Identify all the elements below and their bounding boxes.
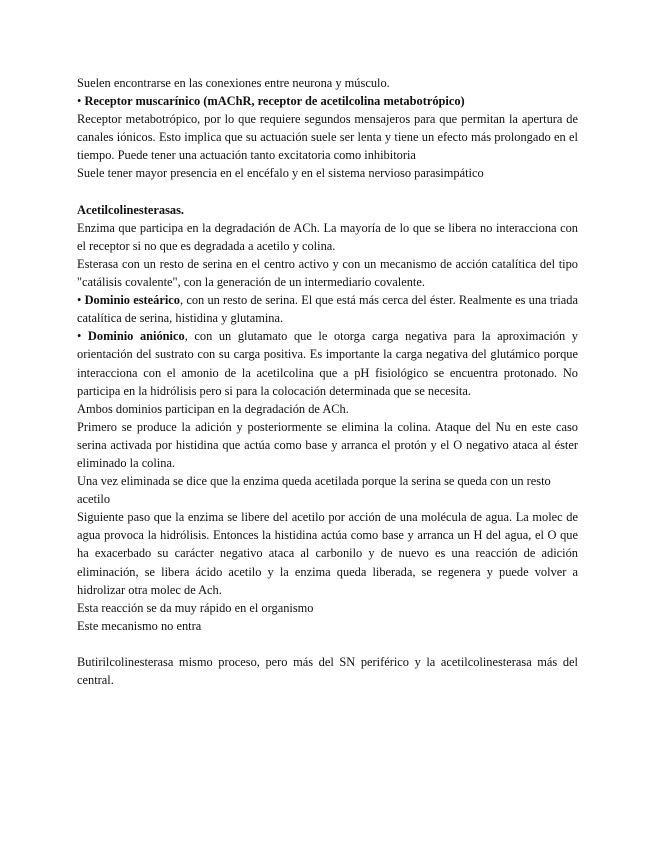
paragraph-hidrolisis-agua: Siguiente paso que la enzima se libere del acetilo por acción de una molécula de agua. La molec de agua provoca la hidrólisis. Entonces la histidina actúa como base y arranca un H del agua, el O que ha exacerbado su carácter negativo ataca al carbonilo y de nuevo es una reacción de adición eliminación, se libera ácido acetilo y la enzima queda liberada, se regenera y puede volver a hidrolizar otra molec de Ach. [77,510,578,597]
paragraph-enzima-acetilada: Una vez eliminada se dice que la enzima queda acetilada porque la serina se queda con un resto acetilo [77,474,551,507]
paragraph-neurona-musculo: Suelen encontrarse en las conexiones entre neurona y músculo. [77,76,390,90]
bullet-receptor-muscarinico-title: Receptor muscarínico (mAChR, receptor de acetilcolina metabotrópico) [84,94,465,109]
bullet-dominio-estearico-text: , con un resto de serina. El que está más cerca del éster. Realmente es una triada catalítica de serina, histidina y glutamina. [77,293,578,326]
paragraph-reaccion-rapida: Esta reacción se da muy rápido en el organismo [77,600,314,615]
bullet-marker: • [77,293,85,308]
paragraph-presencia-encefalo: Suele tener mayor presencia en el encéfalo y en el sistema nervioso parasimpático [77,166,484,181]
paragraph-mecanismo-no-entra: Este mecanismo no entra [77,618,202,633]
bullet-marker: • [77,329,88,344]
paragraph-enzima-degradacion: Enzima que participa en la degradación de ACh. La mayoría de lo que se libera no interacciona con el receptor si no que es degradada a acetilo y colina. [77,220,578,253]
bullet-dominio-anionico-text: , con un glutamato que le otorga carga negativa para la aproximación y orientación del sustrato con su carga positiva. Es importante la carga negativa del glutámico porque interacciona con el amonio de la acetilcolina que a pH fisiológico se encuentra protonado. No participa en la hidrólisis pero si para la colocación determinada que se necesita. [77,329,579,398]
bullet-receptor-muscarinico [77,92,578,110]
section-heading-acetilcolinesterasas: Acetilcolinesterasas. [77,202,185,217]
bullet-marker: • [77,94,85,109]
document-page [77,74,578,689]
blank-line [77,183,578,201]
paragraph-esterasa-serina: Esterasa con un resto de serina en el centro activo y con un mecanismo de acción catalítica del tipo "catálisis covalente", con la generación de un intermediario covalente. [77,256,578,290]
blank-line [77,635,578,653]
bullet-dominio-estearico-title: Dominio esteárico [84,293,181,308]
paragraph-butirilcolinesterasa: Butirilcolinesterasa mismo proceso, pero más del SN periférico y la acetilcolinesterasa más del central. [77,655,578,688]
bullet-dominio-anionico-title: Dominio aniónico [87,329,185,344]
bullet-dominio-estearico [77,291,578,327]
paragraph-ambos-dominios: Ambos dominios participan en la degradación de ACh. [77,401,349,416]
paragraph-adicion-eliminacion: Primero se produce la adición y posteriormente se elimina la colina. Ataque del Nu en este caso serina activada por histidina que actúa como base y arranca el protón y el O negativo ataca al éster eliminado la colina. [77,419,578,470]
bullet-dominio-anionico [77,327,578,399]
paragraph-receptor-metabotropico: Receptor metabotrópico, por lo que requiere segundos mensajeros para que permitan la apertura de canales iónicos. Esto implica que su actuación suele ser lenta y tiene un efecto más prolongado en el tiempo. Puede tener una actuación tanto excitatoria como inhibitoria [77,112,578,163]
